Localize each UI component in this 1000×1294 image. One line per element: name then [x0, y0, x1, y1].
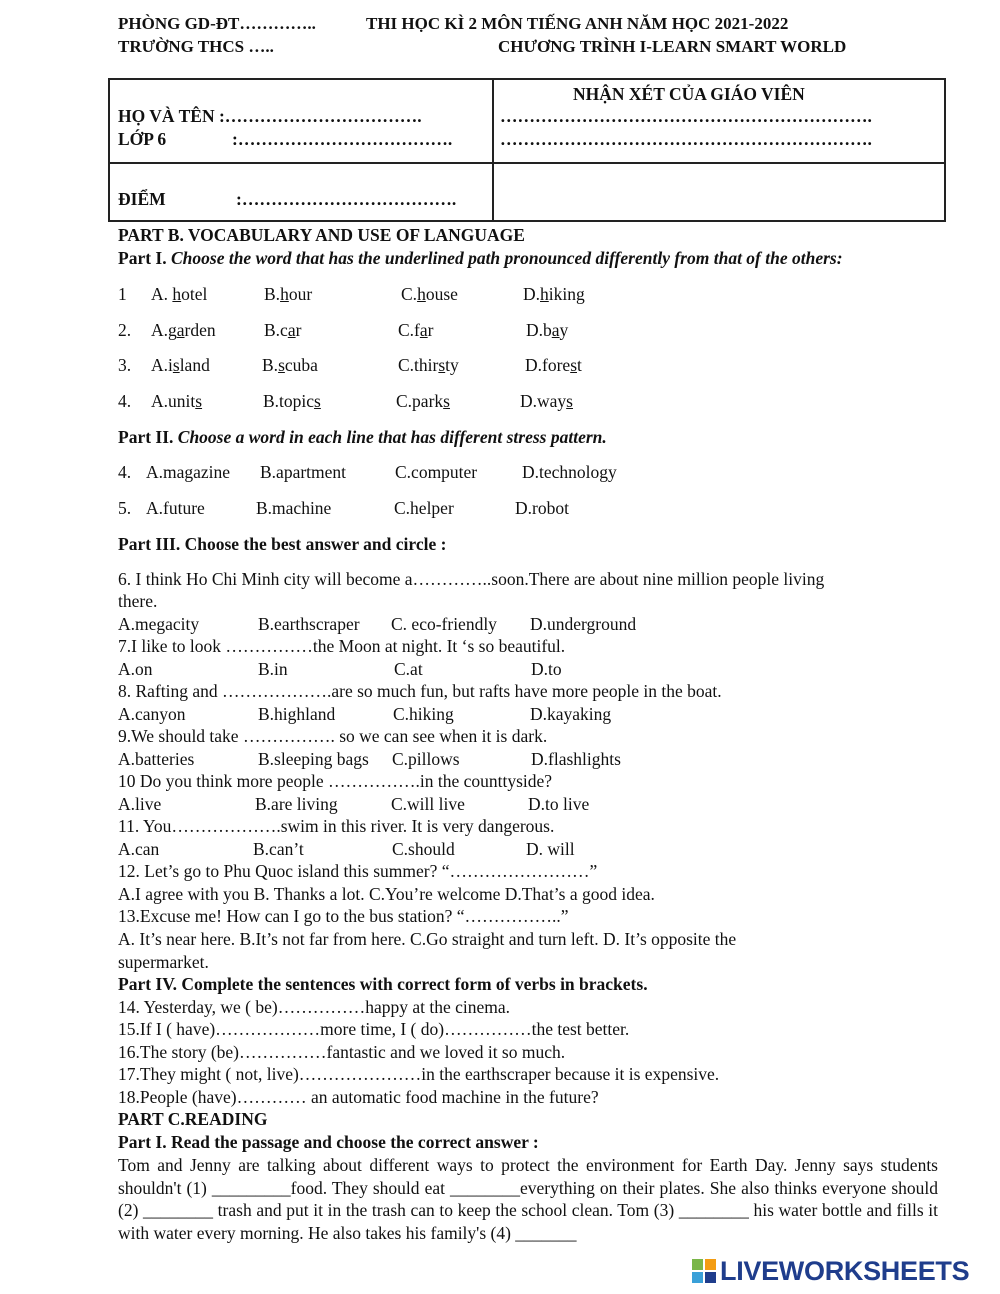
part2-q1-number: 4.: [118, 462, 132, 482]
part4-title: Part IV. Complete the sentences with correct form of verbs in brackets.: [118, 974, 648, 994]
part2-label: Part II.: [118, 427, 174, 447]
q9-option-b[interactable]: B.sleeping bags: [258, 749, 369, 769]
program-name: CHƯƠNG TRÌNH I-LEARN SMART WORLD: [498, 37, 847, 56]
part1-q4-number: 4.: [118, 391, 132, 411]
part1-q3-option-b[interactable]: B.scuba: [262, 355, 318, 375]
part1-q2-option-d[interactable]: D.bay: [526, 320, 569, 340]
part2-q2-number: 5.: [118, 498, 132, 518]
part1-q4-option-c[interactable]: C.parks: [396, 391, 450, 411]
part1-q2-number: 2.: [118, 320, 132, 340]
q14-item[interactable]: 14. Yesterday, we ( be)……………happy at the cinema.: [118, 997, 511, 1017]
q11-option-c[interactable]: C.should: [392, 839, 455, 859]
q9-option-a[interactable]: A.batteries: [118, 749, 195, 769]
class-label: LỚP 6: [118, 129, 167, 149]
q8-option-b[interactable]: B.highland: [258, 704, 336, 724]
comment-line-1[interactable]: ……………………………………………………….: [500, 106, 872, 126]
q10-option-c[interactable]: C.will live: [391, 794, 465, 814]
part1-q1-option-b[interactable]: B.hour: [264, 284, 313, 304]
part2-q2-option-b[interactable]: B.machine: [256, 498, 332, 518]
teacher-comment-title: NHẬN XÉT CỦA GIÁO VIÊN: [573, 84, 805, 104]
school-dept: PHÒNG GD-ĐT…………..: [118, 14, 316, 33]
student-info-box: [108, 78, 946, 222]
class-field[interactable]: :……………………………….: [232, 129, 453, 149]
part1-q3-number: 3.: [118, 355, 132, 375]
q8-option-c[interactable]: C.hiking: [393, 704, 454, 724]
q10-option-a[interactable]: A.live: [118, 794, 162, 814]
q6-stem-cont: there.: [118, 591, 158, 611]
part1-q3-option-d[interactable]: D.forest: [525, 355, 582, 375]
liveworksheets-wordmark: LIVEWORKSHEETS: [720, 1255, 970, 1286]
part2-q2-option-c[interactable]: C.helper: [394, 498, 454, 518]
part1-q2-option-b[interactable]: B.car: [264, 320, 302, 340]
part1-q2-option-c[interactable]: C.far: [398, 320, 434, 340]
part1-heading: [118, 248, 843, 269]
part2-heading: [118, 427, 607, 448]
part-b-title: PART B. VOCABULARY AND USE OF LANGUAGE: [118, 225, 525, 245]
q12-options[interactable]: A.I agree with you B. Thanks a lot. C.You’re welcome D.That’s a good idea.: [118, 884, 655, 904]
part2-q1-option-c[interactable]: C.computer: [395, 462, 478, 482]
part1-q3-option-c[interactable]: C.thirsty: [398, 355, 459, 375]
part2-q2-option-d[interactable]: D.robot: [515, 498, 569, 518]
q9-option-d[interactable]: D.flashlights: [531, 749, 621, 769]
q7-option-b[interactable]: B.in: [258, 659, 288, 679]
part-c1-title: Part I. Read the passage and choose the correct answer :: [118, 1132, 539, 1152]
q12-stem: 12. Let’s go to Phu Quoc island this summer? “……………………”: [118, 861, 598, 881]
part1-q4-option-d[interactable]: D.ways: [520, 391, 573, 411]
score-field[interactable]: :……………………………….: [236, 189, 457, 209]
q7-option-d[interactable]: D.to: [531, 659, 562, 679]
reading-passage: Tom and Jenny are talking about different ways to protect the environment for Earth Day. Jenny says students shouldn't (1) _________food. They should eat ________everything on their plates. She also thinks everyone should (2) ________ trash and put it in the trash can to keep the school clean. Tom (3) ________ his water bottle and fills it with water every morning. He also takes his family's (4) _______: [118, 1155, 938, 1243]
part-c-title: PART C.READING: [118, 1109, 268, 1129]
part1-q4-option-a[interactable]: A.units: [151, 391, 203, 411]
q6-stem: 6. I think Ho Chi Minh city will become a…………..soon.There are about nine million people living: [118, 569, 825, 589]
part1-label: Part I.: [118, 248, 167, 268]
part1-q1-option-a[interactable]: A. hotel: [151, 284, 208, 304]
q6-option-d[interactable]: D.underground: [530, 614, 637, 634]
part2-q2-option-a[interactable]: A.future: [146, 498, 205, 518]
q6-option-c[interactable]: C. eco-friendly: [391, 614, 497, 634]
q8-option-d[interactable]: D.kayaking: [530, 704, 612, 724]
part1-q1-number: 1: [118, 284, 127, 304]
q13-options-cont[interactable]: supermarket.: [118, 952, 209, 972]
q10-option-d[interactable]: D.to live: [528, 794, 590, 814]
liveworksheets-logo: [692, 1256, 969, 1286]
q10-option-b[interactable]: B.are living: [255, 794, 338, 814]
part1-q3-option-a[interactable]: A.island: [151, 355, 210, 375]
part1-q4-option-b[interactable]: B.topics: [263, 391, 321, 411]
q16-item[interactable]: 16.The story (be)……………fantastic and we loved it so much.: [118, 1042, 566, 1062]
q10-stem: 10 Do you think more people …………….in the counttyside?: [118, 771, 553, 791]
part1-instruction: Choose the word that has the underlined path pronounced differently from that of the others:: [170, 248, 843, 268]
part1-q1-option-d[interactable]: D.hiking: [523, 284, 585, 304]
q8-stem: 8. Rafting and ……………….are so much fun, but rafts have more people in the boat.: [118, 681, 722, 701]
q13-options[interactable]: A. It’s near here. B.It’s not far from here. C.Go straight and turn left. D. It’s opposite the: [118, 929, 737, 949]
part1-q2-option-a[interactable]: A.garden: [151, 320, 216, 340]
part2-instruction: Choose a word in each line that has different stress pattern.: [177, 427, 607, 447]
school-name: TRƯỜNG THCS …..: [118, 37, 274, 56]
q18-item[interactable]: 18.People (have)………… an automatic food machine in the future?: [118, 1087, 599, 1107]
q13-stem: 13.Excuse me! How can I go to the bus station? “……………..”: [118, 906, 569, 926]
q9-option-c[interactable]: C.pillows: [392, 749, 460, 769]
liveworksheets-logo-icon: [692, 1259, 716, 1283]
part2-q1-option-a[interactable]: A.magazine: [146, 462, 231, 482]
q17-item[interactable]: 17.They might ( not, live)…………………in the earthscraper because it is expensive.: [118, 1064, 720, 1084]
part2-q1-option-d[interactable]: D.technology: [522, 462, 617, 482]
q8-option-a[interactable]: A.canyon: [118, 704, 186, 724]
part1-q1-option-c[interactable]: C.house: [401, 284, 458, 304]
q11-stem: 11. You……………….swim in this river. It is very dangerous.: [118, 816, 555, 836]
q11-option-d[interactable]: D. will: [526, 839, 575, 859]
score-label: ĐIỂM: [118, 189, 166, 209]
part2-q1-option-b[interactable]: B.apartment: [260, 462, 347, 482]
q11-option-b[interactable]: B.can’t: [253, 839, 304, 859]
part3-title: Part III. Choose the best answer and circle :: [118, 534, 447, 554]
q7-stem: 7.I like to look ……………the Moon at night. It ‘s so beautiful.: [118, 636, 566, 656]
q7-option-c[interactable]: C.at: [394, 659, 423, 679]
comment-line-2[interactable]: ……………………………………………………….: [500, 129, 872, 149]
q15-item[interactable]: 15.If I ( have)………………more time, I ( do)……………the test better.: [118, 1019, 630, 1039]
q7-option-a[interactable]: A.on: [118, 659, 153, 679]
q6-option-a[interactable]: A.megacity: [118, 614, 200, 634]
q6-option-b[interactable]: B.earthscraper: [258, 614, 360, 634]
q11-option-a[interactable]: A.can: [118, 839, 160, 859]
name-field[interactable]: HỌ VÀ TÊN :…………………………….: [118, 106, 422, 126]
q9-stem: 9.We should take ……………. so we can see when it is dark.: [118, 726, 548, 746]
exam-title: THI HỌC KÌ 2 MÔN TIẾNG ANH NĂM HỌC 2021-2022: [366, 14, 789, 33]
